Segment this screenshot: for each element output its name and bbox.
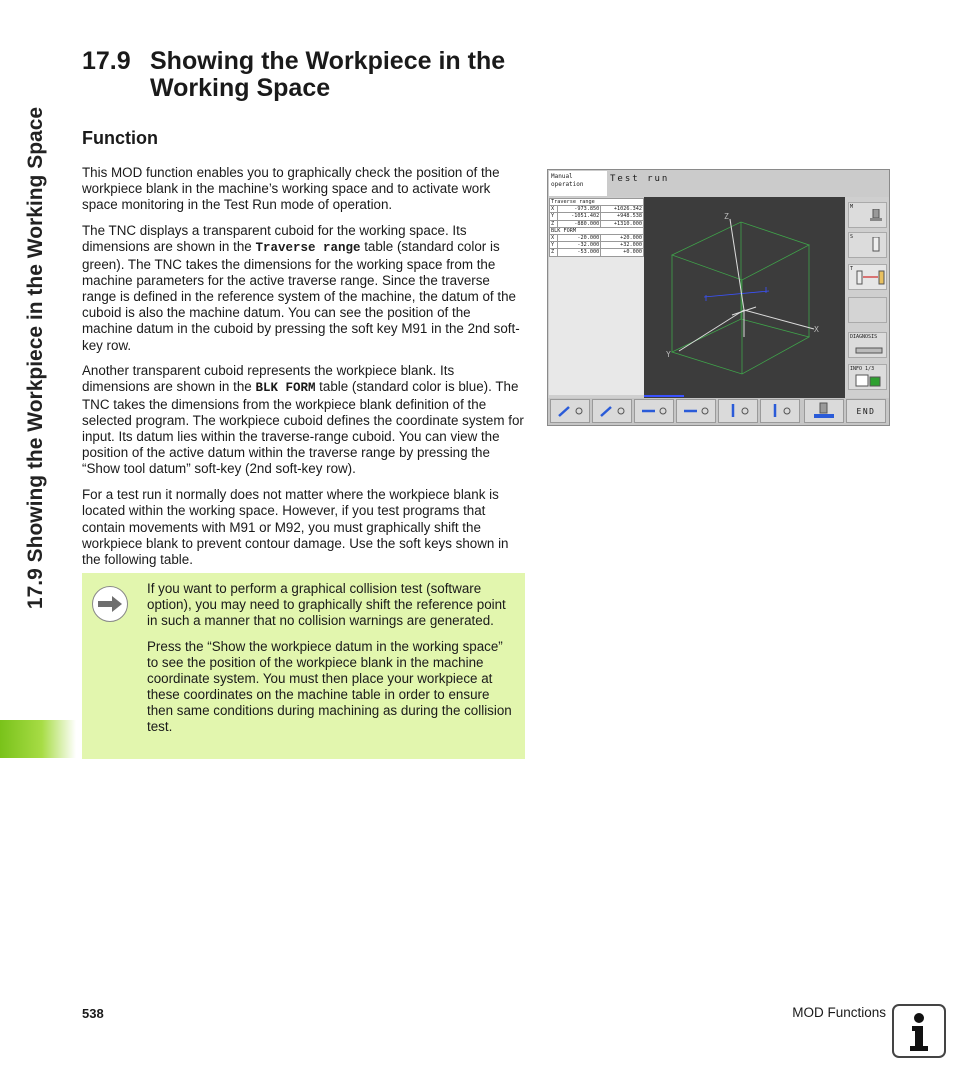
blk-form-label: BLK FORM [550, 227, 644, 234]
code-blk-form: BLK FORM [255, 381, 316, 396]
mode-title: Test run [610, 174, 670, 184]
paragraph-4: For a test run it normally does not matter where the workpiece blank is located within the working space. However, if you test programs that contain movements with M91 or M92, you must graphically shift the workpiece blank to prevent contour damage. Use the soft keys shown in the following table. [82, 487, 509, 567]
table-row: X -973.850 +1026.342 [551, 206, 642, 213]
machine-datum [679, 219, 814, 351]
arrow-right-icon [681, 404, 711, 418]
mode-line-2: operation [551, 181, 584, 188]
diagnosis-icon [854, 344, 884, 356]
shift-z-plus-button[interactable] [760, 399, 800, 423]
note-text [147, 581, 517, 745]
side-color-tab [0, 720, 76, 758]
softkey-diagnosis-label: DIAGNOSIS [850, 334, 878, 340]
section-number: 17.9 [82, 47, 131, 75]
note-paragraph-1: If you want to perform a graphical collision test (software option), you may need to graphically shift the reference point in such a manner that no collision warnings are generated. [147, 581, 506, 628]
shift-x-plus-button[interactable] [676, 399, 716, 423]
axis-label-y: Y [666, 350, 671, 359]
tnc-screenshot [547, 169, 890, 426]
vertical-softkeys [847, 197, 889, 398]
paragraph-2-text-b: table (standard color is green). The TNC takes the dimensions for the working space from the machine parameters for the active traverse range. Since the traverse range is defined in the reference system of the machine, the datum of the cuboid is also the machine datum. You can see the position of the machine datum in the cuboid by pressing the soft key M91 in the 2nd soft-key row. [82, 239, 520, 353]
softkey-s[interactable] [848, 232, 887, 258]
table-row: X -20.000 +20.000 [551, 235, 642, 242]
softkey-m-label: M [850, 204, 854, 210]
mode-box [549, 171, 607, 196]
side-chapter-title-text: 17.9 Showing the Workpiece in the Working Space [24, 106, 47, 609]
section-title: Showing the Workpiece in the Working Space [150, 47, 506, 102]
tool-change-icon [854, 269, 888, 287]
body-text [82, 165, 524, 578]
blank-cube [704, 287, 769, 301]
code-traverse-range: Traverse range [255, 241, 361, 256]
screen-header [548, 170, 889, 197]
info-icon [892, 1004, 946, 1058]
shift-x-plus-y-button[interactable] [550, 399, 590, 423]
table-row: Z -880.000 +1310.000 [551, 220, 642, 227]
arrow-right-icon [92, 586, 128, 622]
softkey-diagnosis[interactable] [848, 332, 887, 358]
paragraph-3-text-a: Another transparent cuboid represents the workpiece blank. Its dimensions are shown in the [82, 363, 455, 395]
paragraph-2-text-a: The TNC displays a transparent cuboid for the working space. Its dimensions are shown in the [82, 223, 467, 255]
arrow-down-icon [723, 403, 753, 419]
workspace-graphic [644, 197, 845, 398]
softkey-info[interactable] [848, 364, 887, 390]
info-window-icon [854, 374, 884, 388]
mode-line-1: Manual [551, 173, 573, 180]
axis-label-z: Z [724, 212, 729, 221]
traverse-cube [672, 222, 809, 374]
axis-label-x: X [814, 325, 819, 334]
table-row: Z -53.000 +0.000 [551, 249, 642, 256]
page-number: 538 [82, 1006, 104, 1021]
diagonal-arrow-up-right-icon [555, 404, 585, 418]
softkey-t-label: T [850, 266, 854, 272]
note-box [82, 573, 525, 759]
arrow-left-icon [639, 404, 669, 418]
side-chapter-title [8, 50, 64, 665]
end-button[interactable]: END [846, 399, 886, 423]
graphic-view[interactable] [644, 197, 845, 398]
range-table [549, 198, 644, 395]
spindle-icon [869, 209, 883, 223]
horizontal-softkeys [548, 398, 889, 425]
paragraph-1: This MOD function enables you to graphically check the position of the workpiece blank in the machine’s working space and to activate work space monitoring in the Test Run mode of operation. [82, 165, 500, 213]
footer-chapter-title: MOD Functions [792, 1005, 886, 1020]
arrow-up-icon [765, 403, 795, 419]
softkey-info-label: INFO 1/3 [850, 366, 875, 372]
tool-icon [869, 237, 883, 255]
shift-z-minus-button[interactable] [718, 399, 758, 423]
note-paragraph-2: Press the “Show the workpiece datum in the working space” to see the position of the workpiece blank in the machine coordinate system. You must then place your workpiece at these coordinates on the machine table in order to ensure then same conditions during machining as during the collision test. [147, 639, 512, 734]
table-row: Y -1051.402 +948.538 [551, 213, 642, 220]
subheading-function: Function [82, 128, 158, 148]
paragraph-2 [82, 223, 524, 354]
shift-y-button[interactable] [592, 399, 632, 423]
softkey-blank[interactable] [848, 297, 887, 323]
traverse-range-label: Traverse range [550, 199, 644, 206]
shift-x-minus-button[interactable] [634, 399, 674, 423]
softkey-s-label: S [850, 234, 854, 240]
table-row: Y -32.000 +32.000 [551, 242, 642, 249]
diagonal-arrow-icon [597, 404, 627, 418]
machine-table-icon [811, 402, 837, 420]
softkey-t[interactable] [848, 264, 887, 290]
paragraph-3-text-b: table (standard color is blue). The TNC takes the dimensions from the workpiece blank definition of the selected program. The workpiece cuboid defines the coordinate system for input. Its datum lies within the traverse-range cuboid. You can view the position of the active datum within the traverse range by pressing the “Show tool datum” soft-key (2nd soft-key row). [82, 379, 524, 477]
paragraph-3 [82, 363, 524, 477]
datum-view-button[interactable] [804, 399, 844, 423]
softkey-m[interactable] [848, 202, 887, 228]
